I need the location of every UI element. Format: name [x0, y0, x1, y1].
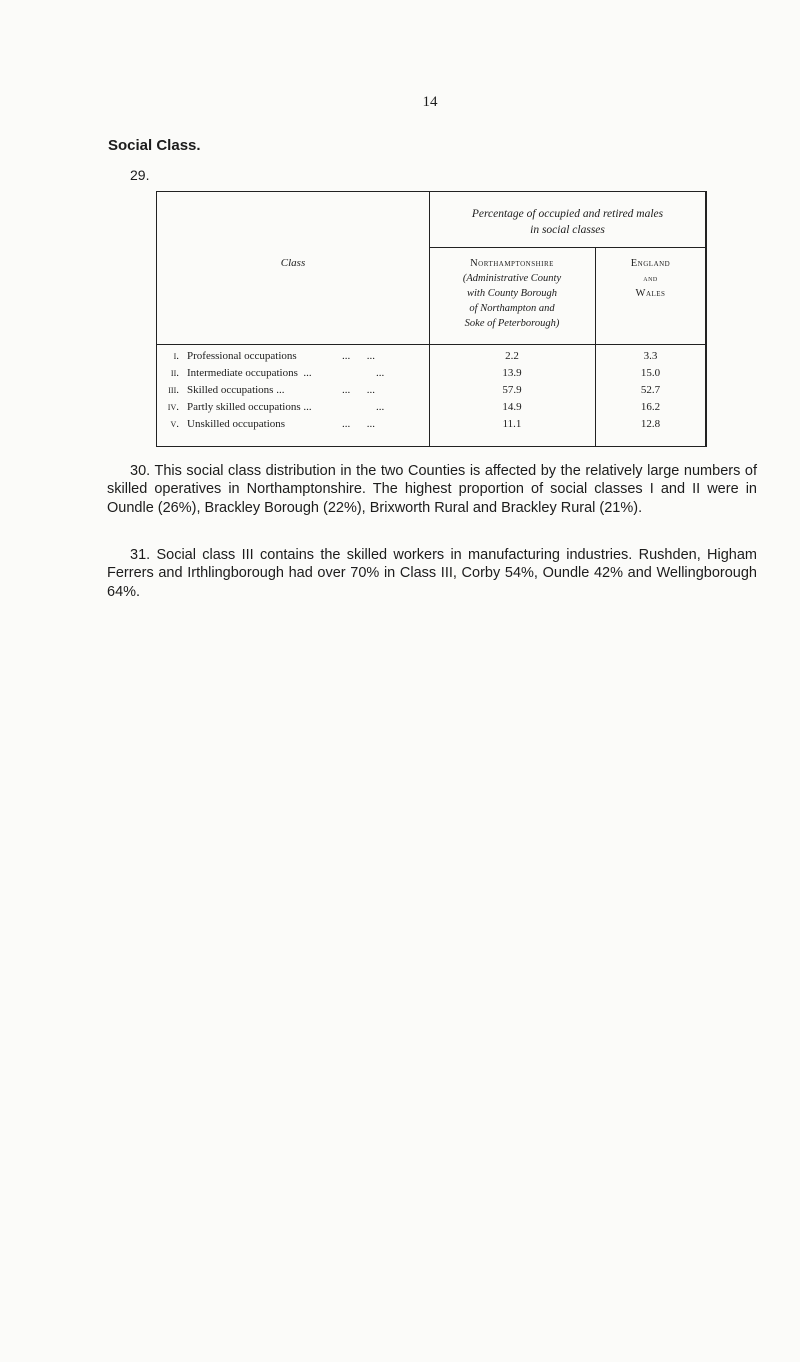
row-class-label: Skilled occupations ...: [187, 384, 285, 396]
row-northants-value: 11.1: [502, 418, 522, 430]
row-class-label: Intermediate occupations ...: [187, 367, 312, 379]
row-england-wales-value: 12.8: [640, 418, 661, 430]
row-leader-dots: ... ...: [342, 350, 375, 362]
table-row: [157, 367, 706, 384]
row-northants-value: 14.9: [502, 401, 522, 413]
row-class-label: Professional occupations: [187, 350, 297, 362]
group-heading-rule: [429, 247, 706, 248]
table-row: [157, 418, 706, 435]
row-northants-value: 2.2: [505, 350, 519, 362]
england-wales-heading-line2: and: [643, 273, 658, 283]
row-england-wales-value: 3.3: [643, 350, 658, 362]
row-class-number: ii.: [170, 367, 179, 379]
header-bottom-rule: [157, 344, 706, 345]
paragraph-31: 31. Social class III contains the skilled workers in manufacturing industries. Rushden, Higham Ferrers and Irthlingborough had over 70% in Class III, Corby 54%, Oundle 42% and Wellingborough 64%.: [107, 547, 757, 600]
class-column-heading: Class: [280, 257, 306, 269]
table-row: [157, 384, 706, 401]
row-northants-value: 13.9: [502, 367, 522, 379]
group-heading: [429, 206, 706, 238]
england-wales-heading-line3: Wales: [635, 288, 666, 299]
row-england-wales-value: 15.0: [640, 367, 661, 379]
england-wales-column-heading: [595, 256, 706, 301]
row-class-number: i.: [173, 350, 179, 362]
northants-heading-line1: Northamptonshire: [470, 258, 554, 269]
table-row: [157, 350, 706, 367]
row-northants-value: 57.9: [502, 384, 522, 396]
row-england-wales-value: 16.2: [640, 401, 661, 413]
northamptonshire-column-heading: [429, 256, 595, 331]
row-class-number: iv.: [167, 401, 179, 413]
group-heading-line1: Percentage of occupied and retired males: [471, 208, 664, 220]
northants-heading-line5: Soke of Peterborough): [464, 318, 560, 329]
page-number: 14: [422, 94, 438, 110]
row-england-wales-value: 52.7: [640, 384, 661, 396]
northants-heading-line2: (Administrative County: [462, 273, 562, 284]
section-heading: Social Class.: [108, 137, 201, 154]
row-class-label: Partly skilled occupations ...: [187, 401, 312, 413]
row-class-number: v.: [170, 418, 179, 430]
table-row: [157, 401, 706, 418]
row-class-label: Unskilled occupations: [187, 418, 286, 430]
row-leader-dots: ...: [376, 367, 385, 379]
social-class-table: [156, 191, 707, 447]
northants-heading-line4: of Northampton and: [469, 303, 555, 314]
row-leader-dots: ... ...: [342, 384, 375, 396]
paragraph-29-number: 29.: [130, 167, 150, 183]
row-leader-dots: ... ...: [342, 418, 375, 430]
paragraph-30: 30. This social class distribution in the two Counties is affected by the relatively large numbers of skilled operatives in Northamptonshire. The highest proportion of social classes I and II were in Oundle (26%), Brackley Borough (22%), Brixworth Rural and Brackley Rural (21%).: [107, 463, 757, 516]
group-heading-line2: in social classes: [530, 224, 605, 236]
row-class-number: iii.: [168, 384, 179, 396]
england-wales-heading-line1: England: [630, 258, 671, 269]
row-leader-dots: ...: [376, 401, 385, 413]
northants-heading-line3: with County Borough: [466, 288, 558, 299]
